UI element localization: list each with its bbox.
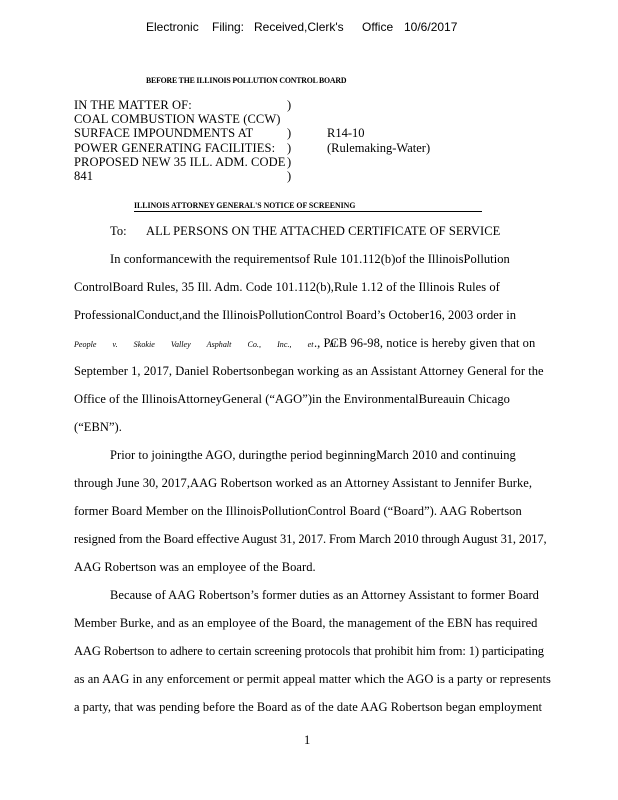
paragraph-line: ControlBoard Rules, 35 Ill. Adm. Code 101.112(b),Rule 1.12 of the Illinois Rules of [74,280,500,294]
paragraph-line: Member Burke, and as an employee of the Board, the management of the EBN has required [74,616,538,630]
case-type: (Rulemaking-Water) [327,141,431,155]
paragraph-line: ProfessionalConduct,and the IllinoisPollutionControl Board’s October16, 2003 order in [74,308,517,322]
paragraph-line: In conformancewith the requirementsof Rule 101.112(b)of the IllinoisPollution [110,252,510,266]
case-number: R14-10 [327,126,365,140]
caption-paren: ) [287,169,292,183]
caption-paren: ) [287,155,292,169]
to-label: To: [110,224,127,238]
caption-line: SURFACE IMPOUNDMENTS AT [74,126,254,140]
paragraph-line: ., PCB 96-98, notice is hereby given that on [314,336,536,350]
paragraph-line: resigned from the Board effective August 31, 2017. From March 2010 through August 31, 2017, [74,532,547,546]
paragraph-line: Office of the IllinoisAttorneyGeneral (“AGO”)in the EnvironmentalBureauin Chicago [74,392,510,406]
caption-line: POWER GENERATING FACILITIES: [74,141,276,155]
notice-title-underline [134,211,482,212]
to-recipients: ALL PERSONS ON THE ATTACHED CERTIFICATE OF SERVICE [146,224,501,238]
paragraph-line: AAG Robertson to adhere to certain screening protocols that prohibit him from: 1) participating [74,644,544,658]
paragraph-line: September 1, 2017, Daniel Robertsonbegan working as an Assistant Attorney General for the [74,364,544,378]
paragraph-line: AAG Robertson was an employee of the Board. [74,560,316,574]
header-office: Office [362,20,394,34]
board-title: BEFORE THE ILLINOIS POLLUTION CONTROL BOARD [146,75,347,85]
paragraph-line: through June 30, 2017,AAG Robertson worked as an Attorney Assistant to Jennifer Burke, [74,476,533,490]
caption-line: PROPOSED NEW 35 ILL. ADM. CODE [74,155,286,169]
case-citation: People v. Skokie Valley Asphalt Co., Inc., et al [74,340,336,349]
caption-line: IN THE MATTER OF: [74,98,192,112]
paragraph-line: former Board Member on the IllinoisPollutionControl Board (“Board”). AAG Robertson [74,504,522,518]
caption-line: 841 [74,169,94,183]
caption-paren: ) [287,98,292,112]
header-received: Received,Clerk's [254,20,344,34]
page-number: 1 [304,733,311,747]
caption-line: COAL COMBUSTION WASTE (CCW) [74,112,281,126]
paragraph-line: as an AAG in any enforcement or permit appeal matter which the AGO is a party or represents [74,672,551,686]
notice-title: ILLINOIS ATTORNEY GENERAL'S NOTICE OF SCREENING [134,200,356,210]
paragraph-line: Prior to joiningthe AGO, duringthe period beginningMarch 2010 and continuing [110,448,516,462]
header-electronic: Electronic [146,20,199,34]
paragraph-line: a party, that was pending before the Board as of the date AAG Robertson began employment [74,700,543,714]
caption-paren: ) [287,126,292,140]
caption-paren: ) [287,141,292,155]
header-filing: Filing: [212,20,245,34]
header-date: 10/6/2017 [404,20,458,34]
paragraph-line: (“EBN”). [74,420,122,434]
paragraph-line: Because of AAG Robertson’s former duties as an Attorney Assistant to former Board [110,588,539,602]
